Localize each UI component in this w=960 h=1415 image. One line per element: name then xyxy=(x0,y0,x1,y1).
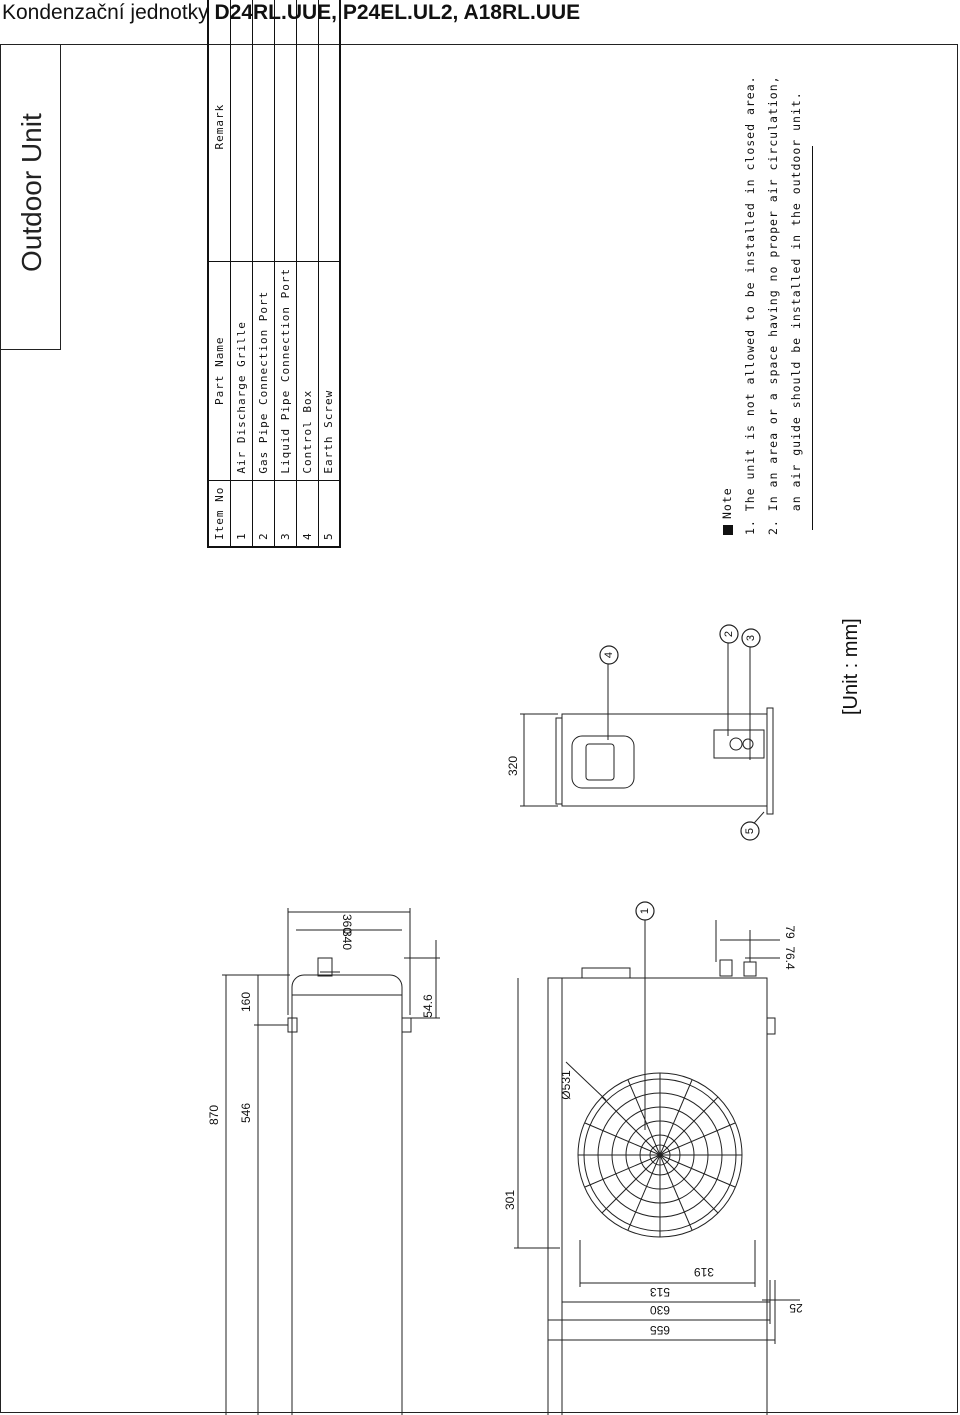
side-view-base xyxy=(767,708,773,814)
page-title-models: D24RL.UUE, P24EL.UL2, A18RL.UUE xyxy=(214,1,581,24)
dim-513: 513 xyxy=(649,1285,671,1299)
front-foot xyxy=(767,1018,775,1034)
note-line: an air guide should be installed in the outdoor unit. xyxy=(789,91,803,535)
dim-160: 160 xyxy=(239,991,253,1013)
callout-3: 3 xyxy=(745,634,757,642)
dim-301: 301 xyxy=(503,1189,517,1211)
note-line: 2. In an area or a space having no proper air circulation, xyxy=(766,75,780,535)
note-line: 1. The unit is not allowed to be installed in closed area. xyxy=(743,75,757,535)
dim-79: 79 xyxy=(783,925,797,939)
callout-5: 5 xyxy=(744,827,756,835)
part-name: Liquid Pipe Connection Port xyxy=(274,261,296,480)
header-item-no: Item No xyxy=(208,480,230,547)
front-view-side xyxy=(548,978,562,1415)
dim-76-4: 76.4 xyxy=(783,946,797,970)
dim-360: 360 xyxy=(340,913,354,935)
sheet-title: Outdoor Unit xyxy=(16,113,47,272)
page-title-prefix: Kondenzační jednotky xyxy=(2,1,215,24)
item-no: 4 xyxy=(296,480,318,547)
item-no: 5 xyxy=(318,480,340,547)
front-view-body xyxy=(562,978,767,1415)
dim-655: 655 xyxy=(649,1323,671,1337)
part-name: Earth Screw xyxy=(318,261,340,480)
dim-870: 870 xyxy=(207,1104,221,1126)
callout-1: 1 xyxy=(639,907,651,915)
dim-531: Ø531 xyxy=(559,1070,573,1100)
dim-340: 340 xyxy=(340,929,354,951)
valve-cap xyxy=(720,960,732,976)
service-valve xyxy=(318,958,332,976)
unit-label: [Unit : mm] xyxy=(840,618,862,715)
port-gas xyxy=(730,738,742,750)
side-view-back xyxy=(556,718,562,804)
item-no: 1 xyxy=(230,480,252,547)
top-handle xyxy=(582,968,630,978)
part-name: Air Discharge Grille xyxy=(230,261,252,480)
dim-546: 546 xyxy=(239,1102,253,1124)
dim-630: 630 xyxy=(649,1303,671,1317)
item-no: 3 xyxy=(274,480,296,547)
mount-foot xyxy=(402,1018,411,1032)
item-no: 2 xyxy=(252,480,274,547)
connection-ports xyxy=(714,730,764,758)
valve-cap xyxy=(744,962,756,976)
callout-4: 4 xyxy=(603,651,615,659)
header-remark: Remark xyxy=(208,0,230,261)
part-name: Gas Pipe Connection Port xyxy=(252,261,274,480)
dim-25: 25 xyxy=(789,1301,803,1315)
dim-319: 319 xyxy=(693,1265,715,1279)
dim-54-6: 54.6 xyxy=(421,994,435,1018)
top-view-body xyxy=(292,975,402,1415)
part-name: Control Box xyxy=(296,261,318,480)
notes-title: Note xyxy=(720,487,734,519)
side-view-body xyxy=(562,714,767,806)
callout-2: 2 xyxy=(723,630,735,638)
dim-320: 320 xyxy=(506,755,520,777)
control-box-cover xyxy=(586,744,614,780)
header-part-name: Part Name xyxy=(208,261,230,480)
port-liquid xyxy=(743,739,753,749)
